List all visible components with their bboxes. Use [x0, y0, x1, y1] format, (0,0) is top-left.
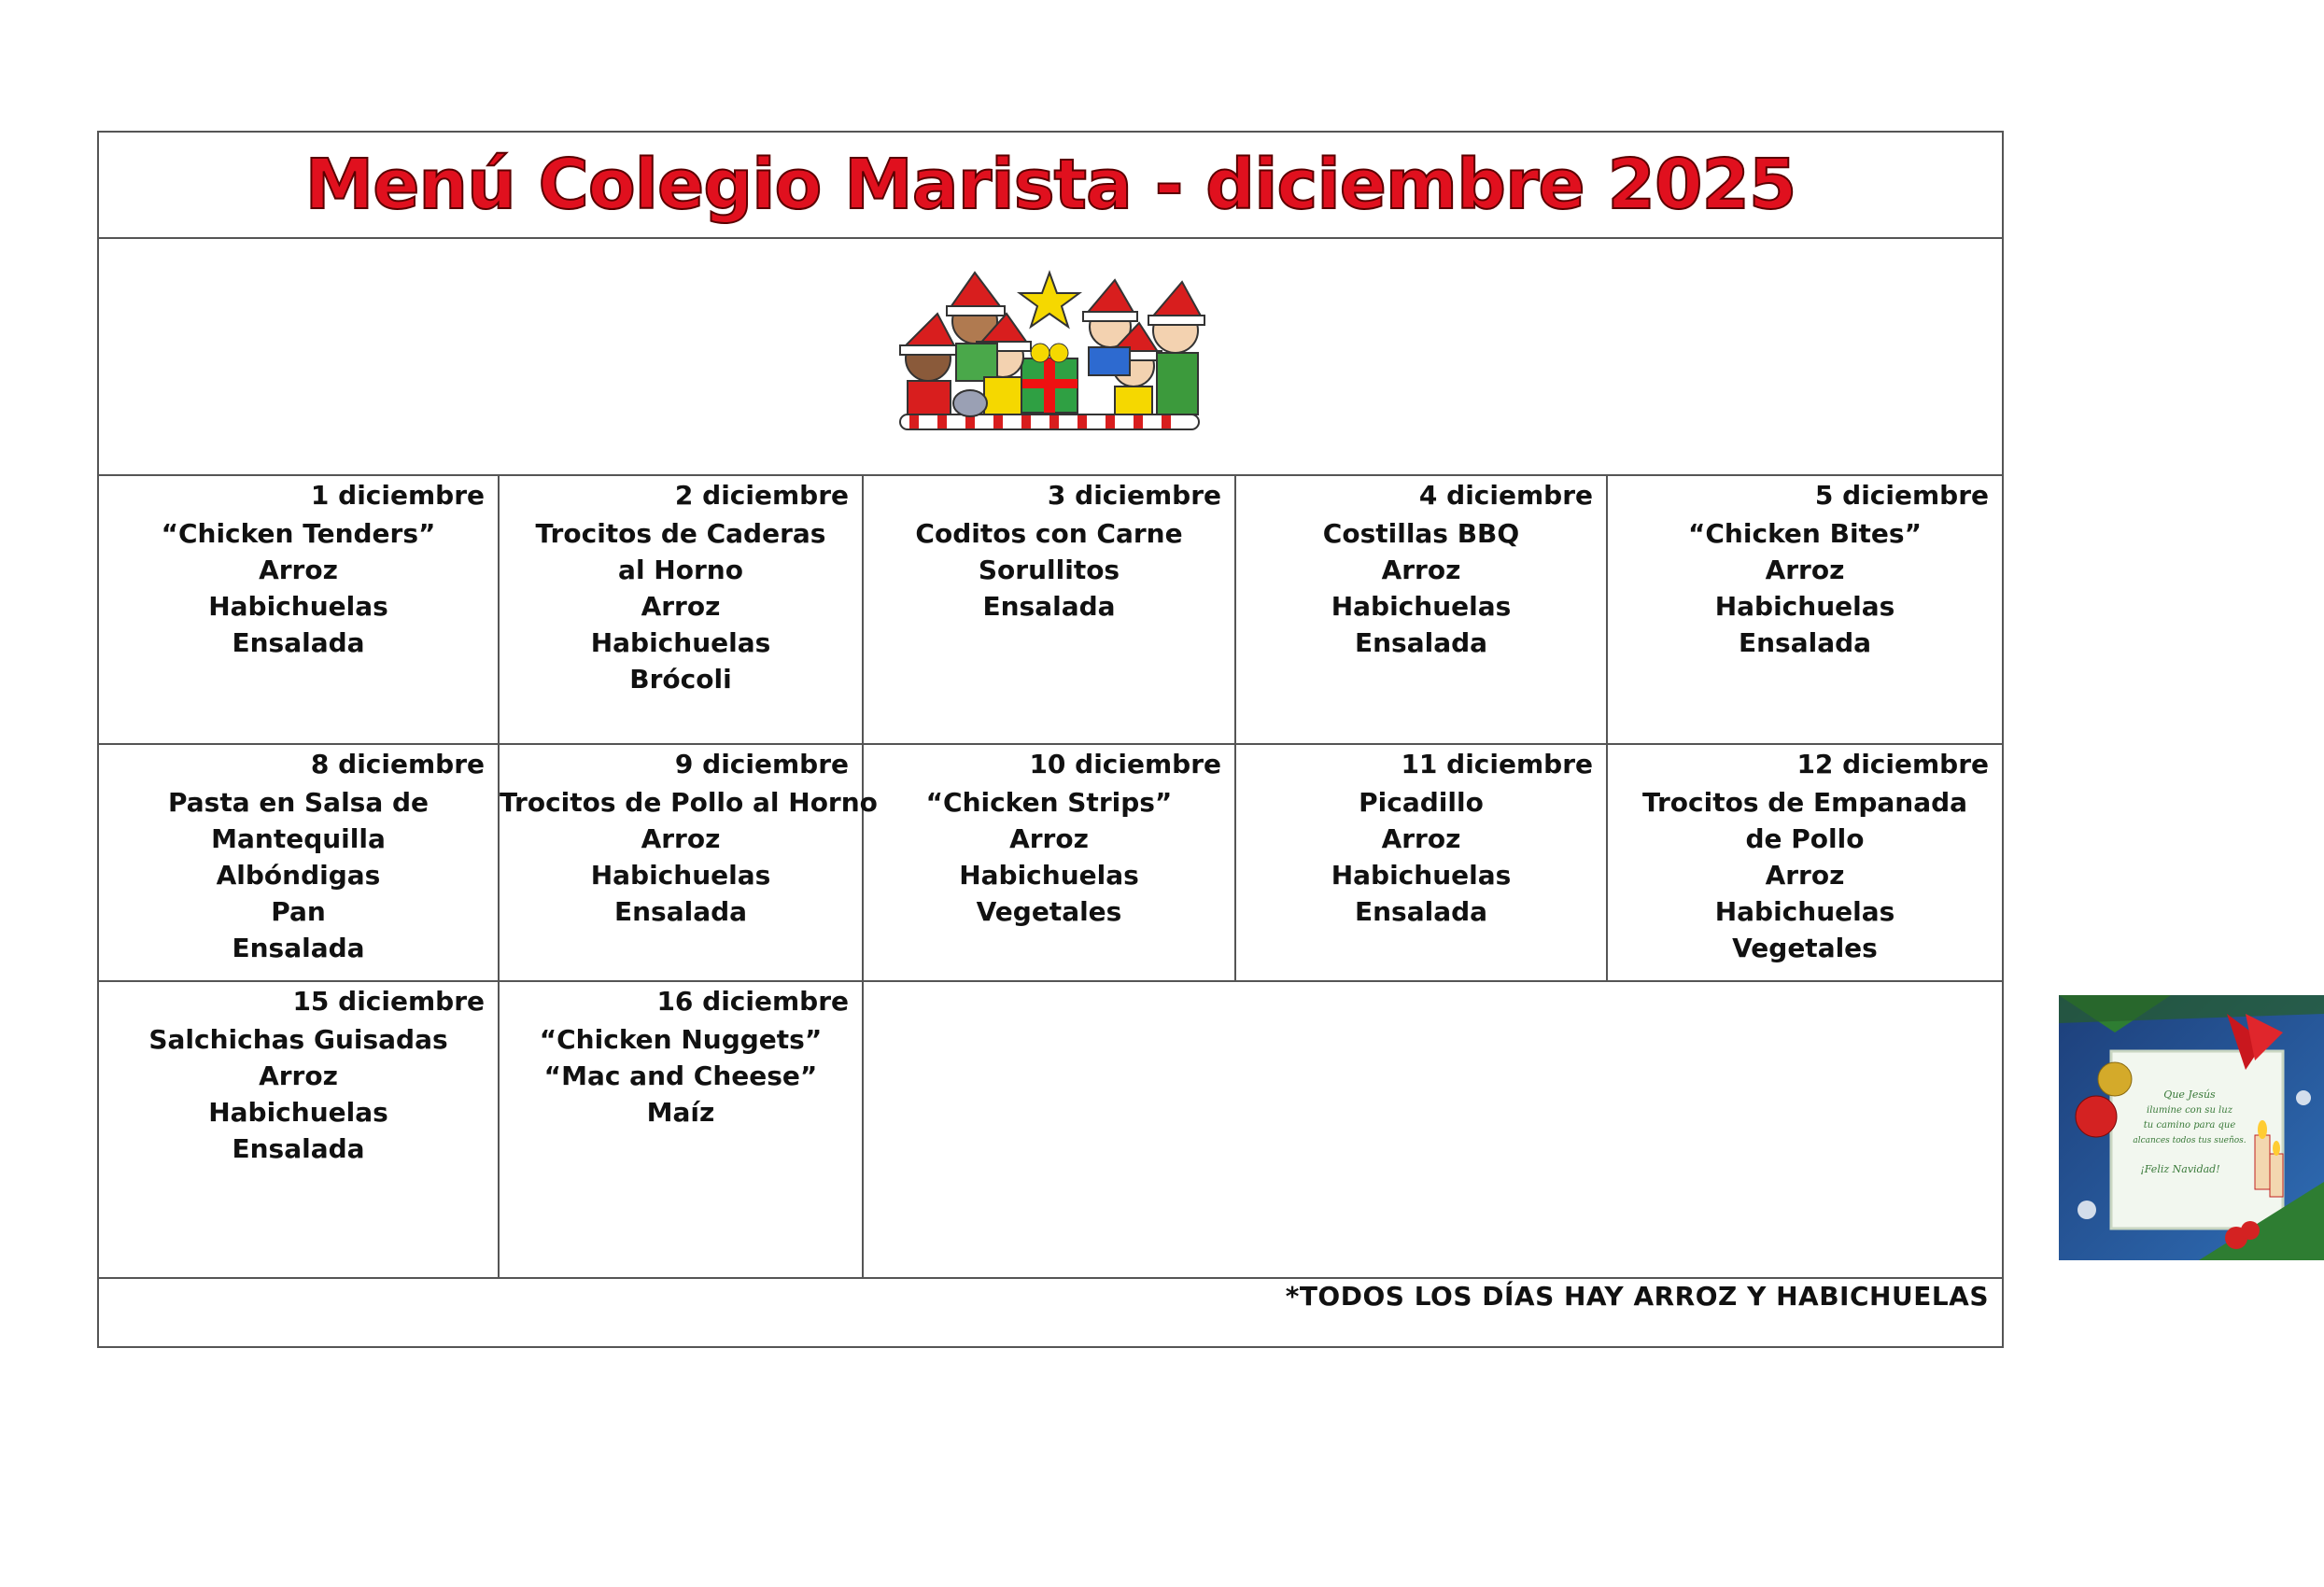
day-menu — [864, 784, 1234, 930]
menu-item: al Horno — [618, 555, 743, 585]
menu-item: Arroz — [1381, 823, 1461, 854]
day-cell — [500, 745, 878, 980]
day-cell — [864, 745, 1236, 980]
card-line: ilumine con su luz — [2147, 1105, 2232, 1116]
menu-item: Ensalada — [1738, 627, 1872, 658]
day-menu — [99, 784, 498, 966]
day-date: 3 diciembre — [1047, 480, 1221, 511]
menu-item: Ensalada — [1354, 627, 1488, 658]
page-title: Menú Colegio Marista - diciembre 2025 — [304, 145, 1796, 225]
menu-item: Ensalada — [232, 1133, 365, 1164]
menu-item: Habichuelas — [208, 591, 388, 622]
menu-item: Habichuelas — [590, 627, 771, 658]
day-date: 15 diciembre — [292, 986, 485, 1017]
menu-item: Arroz — [1009, 823, 1089, 854]
day-date: 12 diciembre — [1796, 749, 1989, 779]
greeting-cell — [864, 982, 2247, 1277]
menu-item: Coditos con Carne — [915, 518, 1183, 549]
day-menu — [500, 1021, 862, 1131]
day-menu — [99, 515, 498, 661]
menu-item: Mantequilla — [211, 823, 386, 854]
day-cell — [1236, 745, 1608, 980]
day-date: 11 diciembre — [1401, 749, 1593, 779]
menu-item: Trocitos de Caderas — [535, 518, 826, 549]
card-line: tu camino para que — [2143, 1120, 2236, 1131]
day-date: 4 diciembre — [1418, 480, 1593, 511]
menu-item: Habichuelas — [1331, 591, 1512, 622]
card-line: Que Jesús — [2163, 1088, 2216, 1101]
day-cell — [1236, 476, 1608, 743]
menu-item: Ensalada — [1354, 896, 1488, 927]
footnote: *TODOS LOS DÍAS HAY ARROZ Y HABICHUELAS — [1285, 1281, 1989, 1312]
menu-item: “Mac and Cheese” — [543, 1060, 818, 1091]
day-date: 1 diciembre — [310, 480, 485, 511]
day-menu — [1608, 784, 2002, 966]
menu-item: Brócoli — [629, 664, 732, 695]
day-cell — [500, 476, 864, 743]
menu-item: Trocitos de Pollo al Horno — [500, 787, 878, 818]
menu-item: Trocitos de Empanada — [1641, 787, 1968, 818]
day-menu — [864, 515, 1234, 625]
menu-item: Albóndigas — [216, 860, 381, 891]
menu-item: Habichuelas — [208, 1097, 388, 1128]
title-row — [99, 133, 2002, 239]
menu-item: Sorullitos — [978, 555, 1120, 585]
day-cell — [99, 476, 500, 743]
menu-item: Habichuelas — [1714, 896, 1895, 927]
week-row — [99, 982, 2247, 1279]
menu-item: Ensalada — [232, 627, 365, 658]
menu-item: Salchichas Guisadas — [148, 1024, 448, 1055]
day-date: 2 diciembre — [674, 480, 849, 511]
day-date: 16 diciembre — [656, 986, 849, 1017]
menu-item: Ensalada — [982, 591, 1116, 622]
christmas-card-image — [2059, 995, 2324, 1260]
day-date: 9 diciembre — [674, 749, 849, 779]
menu-item: Arroz — [1765, 555, 1845, 585]
menu-item: Arroz — [1381, 555, 1461, 585]
menu-item: Pan — [271, 896, 326, 927]
day-menu — [500, 784, 878, 930]
menu-item: Picadillo — [1359, 787, 1484, 818]
menu-item: Arroz — [1765, 860, 1845, 891]
day-menu — [1236, 515, 1606, 661]
day-menu — [1236, 784, 1606, 930]
menu-item: Arroz — [259, 555, 338, 585]
day-date: 8 diciembre — [310, 749, 485, 779]
menu-item: Arroz — [641, 823, 721, 854]
menu-item: “Chicken Bites” — [1687, 518, 1922, 549]
day-cell — [1608, 476, 2002, 743]
menu-item: “Chicken Tenders” — [161, 518, 436, 549]
day-menu — [99, 1021, 498, 1167]
menu-item: Vegetales — [1732, 933, 1878, 963]
menu-item: Maíz — [646, 1097, 715, 1128]
day-date: 10 diciembre — [1029, 749, 1221, 779]
card-line: alcances todos tus sueños. — [2133, 1136, 2247, 1145]
day-cell — [500, 982, 864, 1277]
image-row — [99, 239, 2002, 476]
footnote-row — [99, 1275, 2002, 1346]
day-cell — [99, 745, 500, 980]
menu-item: Ensalada — [232, 933, 365, 963]
menu-item: Vegetales — [976, 896, 1122, 927]
menu-sheet — [97, 131, 2247, 1348]
week-row — [99, 745, 2002, 982]
day-cell — [99, 982, 500, 1277]
menu-item: Habichuelas — [590, 860, 771, 891]
menu-item: Habichuelas — [1714, 591, 1895, 622]
day-menu — [500, 515, 862, 697]
day-cell — [1608, 745, 2002, 980]
day-date: 5 diciembre — [1814, 480, 1989, 511]
card-line: ¡Feliz Navidad! — [2140, 1163, 2220, 1175]
menu-item: “Chicken Strips” — [925, 787, 1173, 818]
day-menu — [1608, 515, 2002, 661]
menu-item: Ensalada — [613, 896, 748, 927]
week-row — [99, 476, 2002, 745]
menu-item: Pasta en Salsa de — [167, 787, 430, 818]
menu-item: Habichuelas — [959, 860, 1139, 891]
day-cell — [864, 476, 1236, 743]
menu-item: Arroz — [259, 1060, 338, 1091]
christmas-kids-image — [881, 256, 1218, 457]
menu-item: Arroz — [641, 591, 721, 622]
menu-item: Costillas BBQ — [1322, 518, 1520, 549]
menu-item: Habichuelas — [1331, 860, 1512, 891]
menu-item: “Chicken Nuggets” — [539, 1024, 823, 1055]
menu-item: de Pollo — [1745, 823, 1865, 854]
